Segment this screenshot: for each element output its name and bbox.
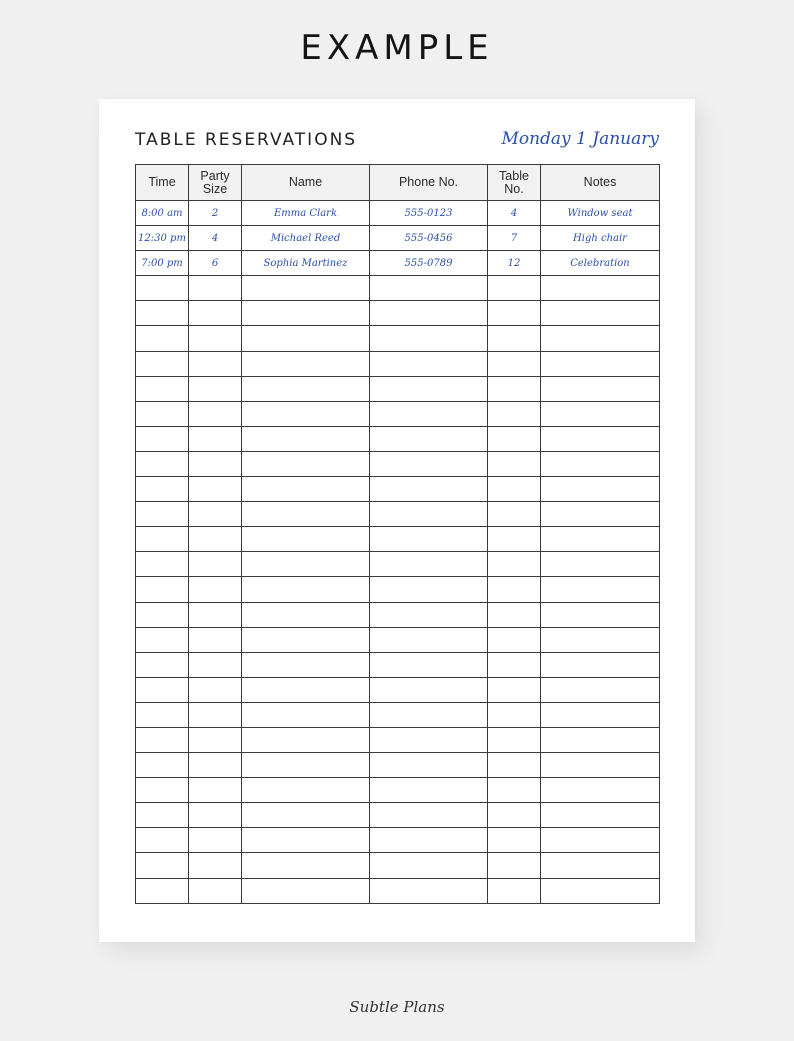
blank-cell <box>242 727 370 752</box>
blank-cell <box>370 878 488 903</box>
blank-cell <box>488 401 541 426</box>
blank-cell <box>242 828 370 853</box>
cell-time: 12:30 pm <box>136 226 189 251</box>
blank-cell <box>370 577 488 602</box>
blank-cell <box>136 401 189 426</box>
table-header-row <box>136 165 660 201</box>
blank-cell <box>488 276 541 301</box>
blank-table-row <box>136 753 660 778</box>
blank-cell <box>242 878 370 903</box>
blank-cell <box>242 326 370 351</box>
blank-cell <box>136 803 189 828</box>
blank-cell <box>370 502 488 527</box>
blank-cell <box>541 602 660 627</box>
blank-table-row <box>136 451 660 476</box>
blank-cell <box>136 351 189 376</box>
blank-cell <box>136 702 189 727</box>
blank-cell <box>189 677 242 702</box>
blank-cell <box>136 778 189 803</box>
cell-table-no: 12 <box>488 251 541 276</box>
blank-cell <box>541 702 660 727</box>
cell-notes: Window seat <box>541 201 660 226</box>
blank-table-row <box>136 652 660 677</box>
blank-cell <box>189 527 242 552</box>
table-row <box>136 226 660 251</box>
blank-cell <box>370 803 488 828</box>
blank-cell <box>488 702 541 727</box>
blank-cell <box>242 426 370 451</box>
cell-party-size: 2 <box>189 201 242 226</box>
blank-table-row <box>136 627 660 652</box>
cell-table-no: 4 <box>488 201 541 226</box>
header-phone: Phone No. <box>370 165 488 201</box>
blank-cell <box>189 753 242 778</box>
header-time: Time <box>136 165 189 201</box>
planner-sheet <box>99 99 695 942</box>
blank-cell <box>242 527 370 552</box>
blank-cell <box>370 677 488 702</box>
blank-cell <box>189 853 242 878</box>
blank-table-row <box>136 602 660 627</box>
blank-cell <box>541 627 660 652</box>
blank-cell <box>136 853 189 878</box>
blank-cell <box>242 376 370 401</box>
cell-phone: 555-0789 <box>370 251 488 276</box>
blank-cell <box>488 577 541 602</box>
blank-cell <box>242 803 370 828</box>
blank-cell <box>189 828 242 853</box>
blank-cell <box>136 527 189 552</box>
blank-table-row <box>136 326 660 351</box>
blank-cell <box>242 627 370 652</box>
blank-cell <box>541 778 660 803</box>
blank-cell <box>370 602 488 627</box>
blank-cell <box>136 627 189 652</box>
blank-cell <box>189 477 242 502</box>
blank-cell <box>189 276 242 301</box>
blank-cell <box>541 301 660 326</box>
blank-cell <box>488 376 541 401</box>
blank-cell <box>242 301 370 326</box>
blank-cell <box>488 527 541 552</box>
blank-cell <box>541 451 660 476</box>
blank-cell <box>136 577 189 602</box>
blank-cell <box>541 527 660 552</box>
blank-cell <box>488 753 541 778</box>
blank-cell <box>136 602 189 627</box>
blank-cell <box>136 477 189 502</box>
blank-cell <box>541 878 660 903</box>
blank-cell <box>136 502 189 527</box>
blank-cell <box>541 426 660 451</box>
blank-cell <box>242 778 370 803</box>
blank-cell <box>242 451 370 476</box>
blank-cell <box>488 853 541 878</box>
blank-cell <box>541 326 660 351</box>
blank-cell <box>541 552 660 577</box>
cell-table-no: 7 <box>488 226 541 251</box>
blank-table-row <box>136 401 660 426</box>
blank-table-row <box>136 803 660 828</box>
blank-table-row <box>136 276 660 301</box>
blank-cell <box>189 351 242 376</box>
blank-cell <box>242 652 370 677</box>
blank-cell <box>541 828 660 853</box>
blank-cell <box>370 727 488 752</box>
header-notes: Notes <box>541 165 660 201</box>
blank-table-row <box>136 878 660 903</box>
blank-cell <box>370 753 488 778</box>
blank-cell <box>541 577 660 602</box>
blank-table-row <box>136 376 660 401</box>
blank-cell <box>189 301 242 326</box>
blank-cell <box>189 702 242 727</box>
blank-cell <box>370 702 488 727</box>
blank-cell <box>370 451 488 476</box>
blank-cell <box>541 351 660 376</box>
cell-name: Michael Reed <box>242 226 370 251</box>
blank-cell <box>370 351 488 376</box>
blank-cell <box>541 401 660 426</box>
blank-table-row <box>136 477 660 502</box>
blank-cell <box>370 652 488 677</box>
blank-cell <box>242 502 370 527</box>
table-row <box>136 201 660 226</box>
blank-cell <box>488 627 541 652</box>
blank-cell <box>242 401 370 426</box>
blank-cell <box>189 803 242 828</box>
header-name: Name <box>242 165 370 201</box>
blank-cell <box>370 376 488 401</box>
cell-name: Sophia Martinez <box>242 251 370 276</box>
blank-cell <box>541 652 660 677</box>
blank-cell <box>189 878 242 903</box>
blank-cell <box>242 753 370 778</box>
blank-cell <box>242 602 370 627</box>
blank-table-row <box>136 552 660 577</box>
blank-cell <box>488 602 541 627</box>
blank-cell <box>370 552 488 577</box>
page-banner: EXAMPLE <box>300 28 494 68</box>
blank-cell <box>242 477 370 502</box>
blank-cell <box>541 477 660 502</box>
blank-cell <box>488 828 541 853</box>
blank-cell <box>136 828 189 853</box>
blank-cell <box>370 276 488 301</box>
blank-cell <box>136 677 189 702</box>
cell-name: Emma Clark <box>242 201 370 226</box>
blank-cell <box>136 426 189 451</box>
blank-table-row <box>136 527 660 552</box>
blank-cell <box>541 853 660 878</box>
blank-cell <box>488 451 541 476</box>
blank-cell <box>242 351 370 376</box>
blank-table-row <box>136 351 660 376</box>
blank-cell <box>370 853 488 878</box>
blank-table-row <box>136 577 660 602</box>
cell-time: 7:00 pm <box>136 251 189 276</box>
blank-cell <box>370 828 488 853</box>
table-row <box>136 251 660 276</box>
blank-cell <box>541 502 660 527</box>
reservations-table <box>135 164 660 904</box>
blank-cell <box>189 652 242 677</box>
cell-phone: 555-0456 <box>370 226 488 251</box>
blank-cell <box>541 677 660 702</box>
cell-party-size: 4 <box>189 226 242 251</box>
blank-cell <box>541 753 660 778</box>
blank-table-row <box>136 828 660 853</box>
blank-table-row <box>136 727 660 752</box>
blank-table-row <box>136 502 660 527</box>
cell-notes: Celebration <box>541 251 660 276</box>
blank-cell <box>370 326 488 351</box>
blank-cell <box>488 552 541 577</box>
blank-cell <box>488 878 541 903</box>
blank-cell <box>370 527 488 552</box>
blank-cell <box>370 426 488 451</box>
blank-cell <box>488 426 541 451</box>
blank-cell <box>136 727 189 752</box>
blank-cell <box>189 426 242 451</box>
blank-cell <box>488 326 541 351</box>
blank-cell <box>488 778 541 803</box>
blank-cell <box>136 878 189 903</box>
brand-logo: Subtle Plans <box>349 998 445 1016</box>
blank-cell <box>136 376 189 401</box>
blank-cell <box>136 753 189 778</box>
blank-table-row <box>136 426 660 451</box>
blank-cell <box>189 627 242 652</box>
header-table-no: Table No. <box>488 165 541 201</box>
blank-cell <box>189 502 242 527</box>
blank-cell <box>189 602 242 627</box>
blank-cell <box>488 803 541 828</box>
blank-cell <box>189 326 242 351</box>
blank-cell <box>189 727 242 752</box>
blank-cell <box>189 376 242 401</box>
header-party-size: Party Size <box>189 165 242 201</box>
blank-cell <box>136 301 189 326</box>
blank-cell <box>488 477 541 502</box>
blank-cell <box>136 451 189 476</box>
blank-cell <box>189 552 242 577</box>
blank-cell <box>242 577 370 602</box>
blank-cell <box>488 351 541 376</box>
blank-table-row <box>136 778 660 803</box>
blank-cell <box>189 577 242 602</box>
blank-cell <box>370 401 488 426</box>
cell-phone: 555-0123 <box>370 201 488 226</box>
blank-cell <box>541 276 660 301</box>
blank-cell <box>242 552 370 577</box>
blank-cell <box>136 326 189 351</box>
blank-cell <box>488 301 541 326</box>
blank-cell <box>136 552 189 577</box>
blank-cell <box>242 702 370 727</box>
blank-cell <box>488 502 541 527</box>
cell-notes: High chair <box>541 226 660 251</box>
blank-cell <box>541 727 660 752</box>
blank-cell <box>242 677 370 702</box>
blank-table-row <box>136 677 660 702</box>
blank-cell <box>370 778 488 803</box>
sheet-date: Monday 1 January <box>501 129 659 149</box>
blank-cell <box>488 652 541 677</box>
blank-cell <box>541 376 660 401</box>
blank-cell <box>370 477 488 502</box>
blank-cell <box>242 853 370 878</box>
blank-table-row <box>136 301 660 326</box>
blank-cell <box>488 727 541 752</box>
blank-cell <box>189 451 242 476</box>
cell-time: 8:00 am <box>136 201 189 226</box>
sheet-title: TABLE RESERVATIONS <box>135 130 358 150</box>
blank-table-row <box>136 702 660 727</box>
blank-cell <box>370 301 488 326</box>
blank-cell <box>370 627 488 652</box>
blank-cell <box>488 677 541 702</box>
cell-party-size: 6 <box>189 251 242 276</box>
blank-cell <box>189 401 242 426</box>
blank-cell <box>136 652 189 677</box>
blank-cell <box>541 803 660 828</box>
blank-cell <box>136 276 189 301</box>
blank-cell <box>189 778 242 803</box>
blank-table-row <box>136 853 660 878</box>
blank-cell <box>242 276 370 301</box>
